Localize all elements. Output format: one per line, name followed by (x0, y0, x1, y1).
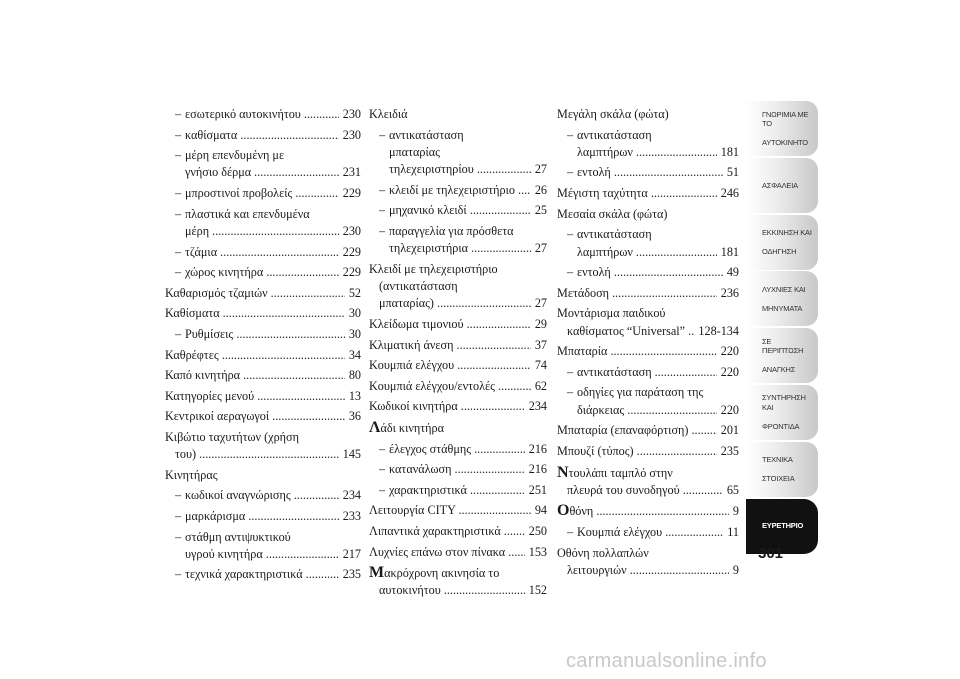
page-number: 301 (758, 545, 784, 562)
index-entry: Κεντρικοί αεραγωγοί ..... 36 (165, 408, 361, 425)
index-entry: – καθίσματα ..... 230 (165, 127, 361, 144)
index-entry: Μακρόχρονη ακινησία το αυτοκινήτου ..... 152 (369, 564, 547, 600)
index-entry: – εσωτερικό αυτοκινήτου ..... 230 (165, 106, 361, 123)
index-heading: Κλειδιά (369, 107, 408, 121)
index-entry: – έλεγχος στάθμης ..... 216 (369, 441, 547, 458)
index-entry: Λειτουργία CITY ..... 94 (369, 502, 547, 519)
index-entry: Μέγιστη ταχύτητα ..... 246 (557, 185, 739, 202)
index-entry: Κλείδωμα τιμονιού ..... 29 (369, 316, 547, 333)
index-entry: – Κουμπιά ελέγχου ..... 11 (557, 524, 739, 541)
index-entry: Καπό κινητήρα ..... 80 (165, 367, 361, 384)
index-entry: Κλειδί με τηλεχειριστήριο (αντικατάσταση μπαταρίας) ..... 27 (369, 261, 547, 313)
index-entry: – αντικατάσταση μπαταρίας τηλεχειριστηρίου ..... 27 (369, 127, 547, 179)
index-column-3 (557, 106, 739, 582)
index-entry: – εντολή ..... 51 (557, 164, 739, 181)
tab-safety[interactable]: ΑΣΦΑΛΕΙΑ (746, 158, 818, 213)
index-entry: Ντουλάπι ταμπλό στην πλευρά του συνοδηγού ..... 65 (557, 464, 739, 500)
index-entry: Κιβώτιο ταχυτήτων (χρήση του) ..... 145 (165, 429, 361, 464)
index-entry: – χώρος κινητήρα ..... 229 (165, 264, 361, 281)
index-entry: – μπροστινοί προβολείς ..... 229 (165, 185, 361, 202)
section-tabs (746, 101, 818, 555)
index-entry: Κωδικοί κινητήρα ..... 234 (369, 398, 547, 415)
index-entry: Λυχνίες επάνω στον πίνακα ..... 153 (369, 544, 547, 561)
index-entry: Κουμπιά ελέγχου/εντολές ..... 62 (369, 378, 547, 395)
index-entry: Κλιματική άνεση ..... 37 (369, 337, 547, 354)
index-entry: Κουμπιά ελέγχου ..... 74 (369, 357, 547, 374)
index-entry: – Ρυθμίσεις ..... 30 (165, 326, 361, 343)
tab-technical-data[interactable]: ΤΕΧΝΙΚΑ ΣΤΟΙΧΕΙΑ (746, 442, 818, 497)
index-entry: Κατηγορίες μενού ..... 13 (165, 388, 361, 405)
index-entry: – πλαστικά και επενδυμένα μέρη ..... 230 (165, 206, 361, 241)
index-entry: – μέρη επενδυμένη με γνήσιο δέρμα ..... 231 (165, 147, 361, 182)
index-entry: Οθόνη πολλαπλών λειτουργιών ..... 9 (557, 545, 739, 580)
index-entry: – αντικατάσταση λαμπτήρων ..... 181 (557, 127, 739, 162)
tab-maintenance[interactable]: ΣΥΝΤΗΡΗΣΗ ΚΑΙ ΦΡΟΝΤΙΔΑ (746, 385, 818, 440)
tab-warning-lights[interactable]: ΛΥΧΝΙΕΣ ΚΑΙ ΜΗΝΥΜΑΤΑ (746, 271, 818, 326)
index-entry: Μοντάρισμα παιδικού καθίσματος “Universal” ..... 128-134 (557, 305, 739, 340)
index-entry: Οθόνη ..... 9 (557, 502, 739, 520)
index-entry: – τζάμια ..... 229 (165, 244, 361, 261)
index-column-2 (369, 106, 547, 603)
tab-index[interactable]: ΕΥΡΕΤΗΡΙΟ (746, 499, 818, 554)
index-entry: – τεχνικά χαρακτηριστικά ..... 235 (165, 566, 361, 583)
index-heading: Κινητήρας (165, 467, 218, 482)
index-entry: – μηχανικό κλειδί ..... 25 (369, 202, 547, 219)
index-entry: – στάθμη αντιψυκτικού υγρού κινητήρα ..... 217 (165, 529, 361, 564)
index-entry: – κατανάλωση ..... 216 (369, 461, 547, 478)
index-entry: Μπαταρία ..... 220 (557, 343, 739, 360)
index-entry: Μπουζί (τύπος) ..... 235 (557, 443, 739, 460)
tab-starting-driving[interactable]: ΕΚΚΙΝΗΣΗ ΚΑΙ ΟΔΗΓΗΣΗ (746, 215, 818, 270)
index-entry: – αντικατάσταση λαμπτήρων ..... 181 (557, 226, 739, 261)
index-entry: Μπαταρία (επαναφόρτιση) ..... 201 (557, 422, 739, 439)
index-entry: – κλειδί με τηλεχειριστήριο ..... 26 (369, 182, 547, 199)
index-entry: Μετάδοση ..... 236 (557, 285, 739, 302)
index-entry: – εντολή ..... 49 (557, 264, 739, 281)
index-entry: Καθρέφτες ..... 34 (165, 347, 361, 364)
index-heading: Μεσαία σκάλα (φώτα) (557, 206, 668, 221)
index-entry: – χαρακτηριστικά ..... 251 (369, 482, 547, 499)
index-heading: Μεγάλη σκάλα (φώτα) (557, 107, 669, 121)
watermark: carmanualsonline.info (566, 650, 767, 672)
tab-getting-to-know[interactable]: ΓΝΩΡΙΜΙΑ ΜΕ ΤΟ ΑΥΤΟΚΙΝΗΤΟ (746, 101, 818, 156)
index-entry: Καθίσματα ..... 30 (165, 305, 361, 322)
index-entry: – παραγγελία για πρόσθετα τηλεχειριστήρια ..... 27 (369, 223, 547, 258)
index-entry: Λιπαντικά χαρακτηριστικά ..... 250 (369, 523, 547, 540)
index-column-1 (165, 106, 361, 587)
index-entry: Καθαρισμός τζαμιών ..... 52 (165, 285, 361, 302)
index-entry: – κωδικοί αναγνώρισης ..... 234 (165, 487, 361, 504)
tab-emergency[interactable]: ΣΕ ΠΕΡΙΠΤΩΣΗ ΑΝΑΓΚΗΣ (746, 328, 818, 383)
index-entry: – αντικατάσταση ..... 220 (557, 364, 739, 381)
index-letter-heading: Λάδι κινητήρα (369, 419, 444, 437)
index-entry: – οδηγίες για παράταση της διάρκειας ..... 220 (557, 384, 739, 419)
index-entry: – μαρκάρισμα ..... 233 (165, 508, 361, 525)
